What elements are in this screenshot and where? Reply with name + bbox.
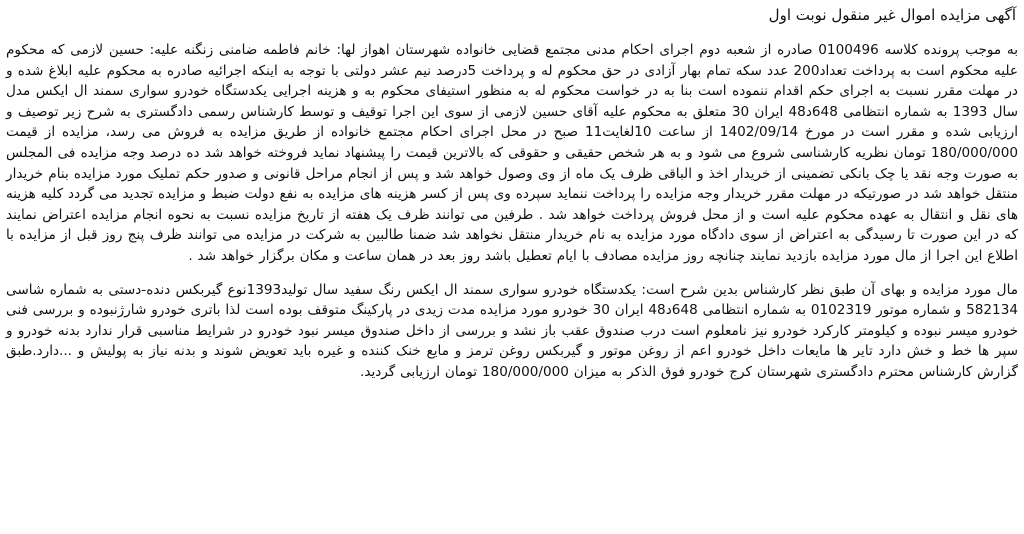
notice-paragraph-main: به موجب پرونده کلاسه 0100496 صادره از شعبه دوم اجرای احکام مدنی مجتمع قضایی خانواده شهرستان اهواز لها: خانم فاطمه ضامنی زنگنه علیه: حسین لازمی که محکوم علیه محکوم است به پرداخت تعداد200 عدد سکه تمام بهار آزادی در حق محکوم له و پرداخت 5درصد نیم عشر دولتی با توجه به اینکه اجرائیه صادره به محکوم علیه ابلاغ شده و در مهلت مقرر نسبت به اجرای حکم اقدام ننموده است بنا به در خواست محکوم له به منظور استیفای محکوم به و هزینه اجرایی یکدستگاه خودرو سواری سمند ال ایکس مدل سال 1393 به شماره انتظامی 648د48 ایران 30 متعلق به محکوم علیه آقای حسین لازمی از سوی این اجرا توقیف و توسط کارشناس رسمی دادگستری به شرح زیر توصیف و ارزیابی شده و مقرر است در مورخ 1402/09/14 از ساعت 10لغایت11 صبح در محل اجرای احکام مجتمع خانواده از طریق مزایده به فروش می رسد، مزایده از قیمت 180/000/000 تومان نظریه کارشناسی شروع می شود و به هر شخص حقیقی و حقوقی که بالاترین قیمت را پیشنهاد نماید فروخته خواهد شد ده درصد وجه مزایده فی المجلس به صورت وجه نقد یا چک بانکی تضمینی از خریدار اخذ و الباقی ظرف یک ماه از وی وصول خواهد شد و پس از انجام مراحل قانونی و صدور حکم تملیک مورد مزایده بنام خریدار منتقل خواهد شد در صورتیکه در مهلت مقرر خریدار وجه مزایده را پرداخت ننماید سپرده وی پس از کسر هزینه های مزایده به نفع دولت ضبط و مزایده تجدید می گردد کلیه هزینه های نقل و انتقال به عهده محکوم علیه است و از محل فروش پرداخت خواهد شد . طرفین می توانند ظرف یک هفته از تاریخ مزایده نسبت به نحوه انجام مزایده اعتراض نمایند که در این صورت تا رسیدگی به اعتراض از سوی دادگاه مورد مزایده به نام خریدار منتقل نخواهد شد ضمنا طالبین به شرکت در مزایده می توانند ظرف پنج روز قبل از مزایده با اطلاع این اجرا از مال مورد مزایده بازدید نمایند چنانچه روز مزایده مصادف با ایام تعطیل باشد روز بعد در همان ساعت و مکان برگزار خواهد شد . (6, 42, 1019, 264)
notice-paragraph-item-description: مال مورد مزایده و بهای آن طبق نظر کارشناس بدین شرح است: یکدستگاه خودرو سواری سمند ال ایکس رنگ سفید سال تولید1393نوع گیربکس دنده-دستی به شماره شاسی 582134 و شماره موتور 0102319 به شماره انتظامی 648د48 ایران 30 خودرو مورد مزایده مدت زیدی در پارکینگ متوقف بوده است لذا باتری خودرو شارژنبوده و بررسی فنی خودرو میسر نبوده و کیلومتر کارکرد خودرو نیز نامعلوم است درب صندوق عقب باز نشد و بررسی از داخل صندوق میسر نبود خودرو در شرایط مناسبی قرار ندارد بدنه خودرو و سپر ها خط و خش دارد تایر ها مایعات داخل خودرو اعم از روغن موتور و گیربکس روغن ترمز و مایع خنک کننده و غیره باید تعویض شوند و بدنه نیاز به پولیش و ...دارد.طبق گزارش کارشناس محترم دادگستری شهرستان کرج خودرو فوق الذکر به میزان 180/000/000 تومان ارزیابی گردید. (6, 281, 1018, 380)
auction-notice (6, 4, 1018, 383)
notice-title: آگهی مزایده اموال غیر منقول نوبت اول (768, 6, 1016, 24)
